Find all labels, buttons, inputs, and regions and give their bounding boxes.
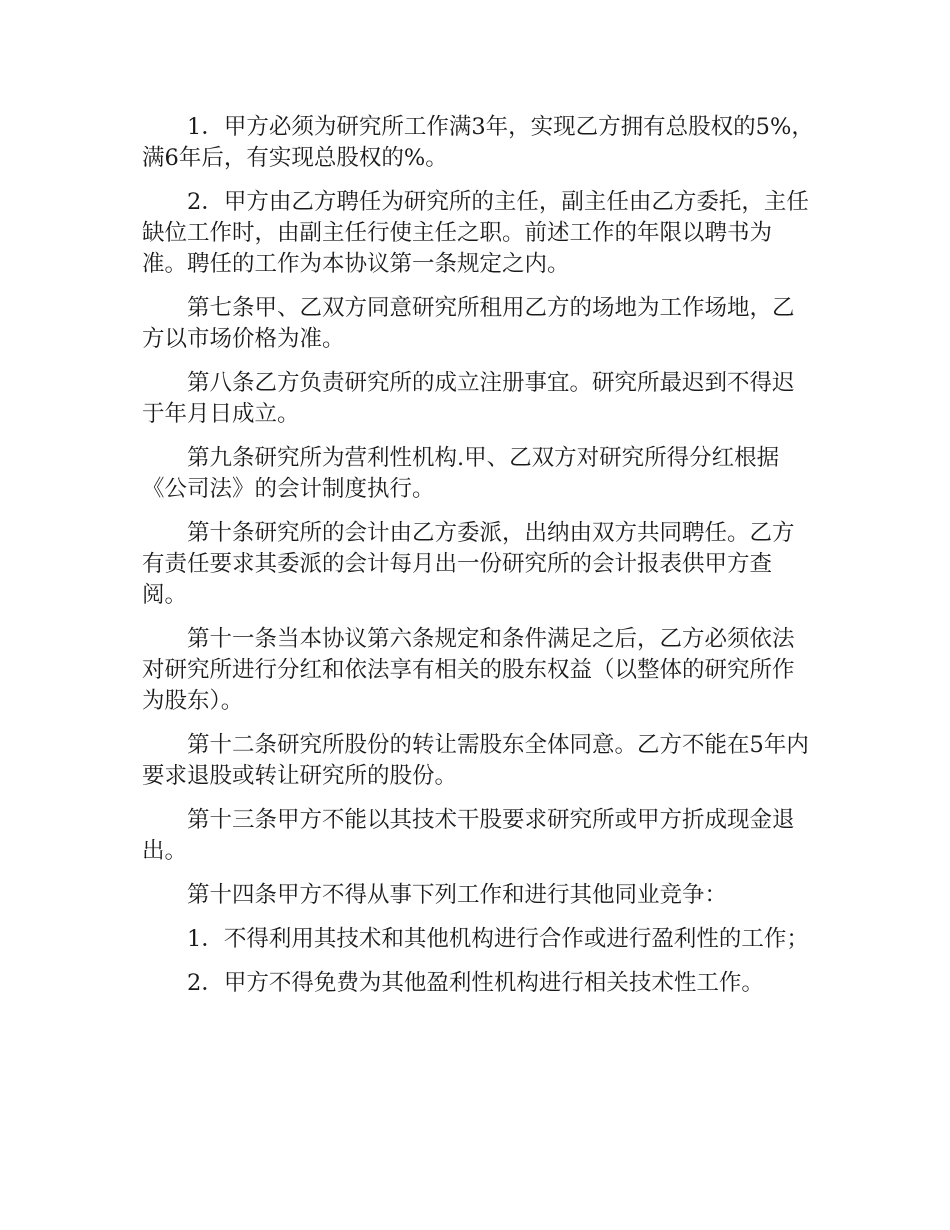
paragraph-article-9: 第九条研究所为营利性机构.甲、乙双方对研究所得分红根据《公司法》的会计制度执行。 bbox=[142, 445, 780, 502]
document-body bbox=[142, 112, 814, 1012]
paragraph-article-14-item-2: 2．甲方不得免费为其他盈利性机构进行相关技术性工作。 bbox=[187, 970, 764, 996]
paragraph-article-7: 第七条甲、乙双方同意研究所租用乙方的场地为工作场地，乙方以市场价格为准。 bbox=[142, 295, 795, 352]
paragraph-article-10: 第十条研究所的会计由乙方委派，出纳由双方共同聘任。乙方有责任要求其委派的会计每月出一份研究所的会计报表供甲方查阅。 bbox=[142, 520, 795, 608]
paragraph-article-8: 第八条乙方负责研究所的成立注册事宜。研究所最迟到不得迟于年月日成立。 bbox=[142, 370, 795, 427]
paragraph-appointment-clause: 2．甲方由乙方聘任为研究所的主任，副主任由乙方委托，主任缺位工作时，由副主任行使主任之职。前述工作的年限以聘书为准。聘任的工作为本协议第一条规定之内。 bbox=[142, 189, 809, 277]
paragraph-article-12: 第十二条研究所股份的转让需股东全体同意。乙方不能在5年内要求退股或转让研究所的股份。 bbox=[142, 732, 809, 789]
paragraph-vesting-clause: 1．甲方必须为研究所工作满3年，实现乙方拥有总股权的5%，满6年后，有实现总股权的%。 bbox=[142, 114, 814, 171]
paragraph-article-14: 第十四条甲方不得从事下列工作和进行其他同业竞争： bbox=[187, 882, 728, 908]
paragraph-article-14-item-1: 1．不得利用其技术和其他机构进行合作或进行盈利性的工作； bbox=[187, 926, 809, 952]
paragraph-article-11: 第十一条当本协议第六条规定和条件满足之后，乙方必须依法对研究所进行分红和依法享有相关的股东权益（以整体的研究所作为股东）。 bbox=[142, 626, 795, 714]
paragraph-article-13: 第十三条甲方不能以其技术干股要求研究所或甲方折成现金退出。 bbox=[142, 807, 795, 864]
